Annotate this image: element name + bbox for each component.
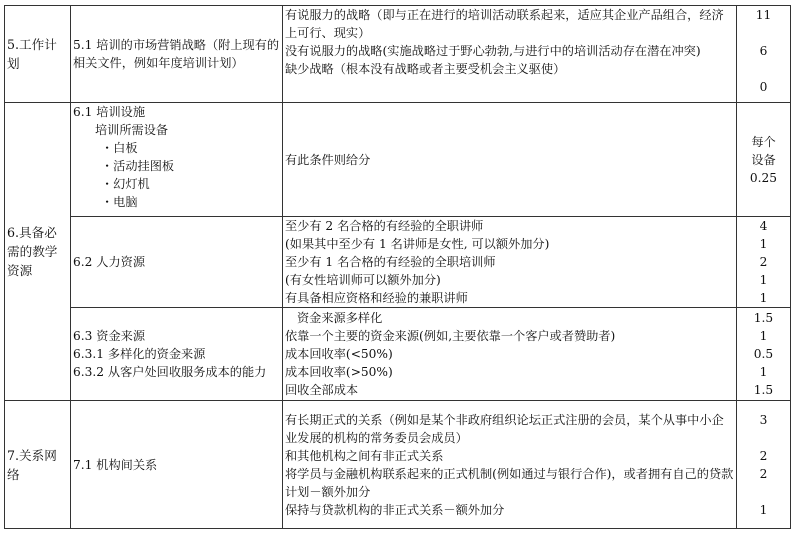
- score-value: 1: [759, 273, 768, 287]
- section-5-criteria: [283, 6, 737, 103]
- section-6-3-row: [5, 308, 791, 401]
- section-5-row: [5, 6, 791, 103]
- criterion-text: 有说服力的战略（即与正在进行的培训活动联系起来，适应其企业产品组合，经济上可行、现实）: [285, 8, 724, 40]
- criterion-text: 缺少战略（根本没有战略或者主要受机会主义驱使）: [285, 62, 566, 76]
- section-7-label: [5, 401, 71, 529]
- criterion-text: 有此条件则给分: [285, 152, 371, 167]
- section-7-label-text: 7.关系网络: [7, 447, 57, 482]
- section-6-label: [5, 103, 71, 401]
- criterion-text: 和其他机构之间有非正式关系: [285, 448, 444, 463]
- score-value: 2: [759, 448, 768, 463]
- criterion-text: 有具备相应资格和经验的兼职讲师: [285, 291, 468, 305]
- score-value: 6: [759, 44, 768, 58]
- section-5-label: [5, 6, 71, 103]
- criterion-text: 回收全部成本: [285, 383, 359, 397]
- section-7-row: [5, 401, 791, 529]
- equipment-item: ・活动挂图板: [101, 159, 175, 173]
- sub-5-1-text: 5.1 培训的市场营销战略（附上现有的相关文件，例如年度培训计划）: [73, 38, 280, 70]
- score-value: 1: [759, 502, 768, 517]
- sub-6-3-criteria: [283, 308, 737, 401]
- score-value: 4: [759, 219, 768, 233]
- score-value: 1: [759, 291, 768, 305]
- sub-6-2: [71, 217, 283, 308]
- sub-6-3: [71, 308, 283, 401]
- score-value: 0: [759, 80, 768, 94]
- criterion-text: 将学员与金融机构联系起来的正式机制(例如通过与银行合作)，或者拥有自己的贷款计划－额外加分: [285, 466, 734, 499]
- criterion-text: 成本回收率(>50%): [285, 365, 393, 379]
- criterion-text: 至少有 2 名合格的有经验的全职讲师: [285, 219, 484, 233]
- score-value: 2: [759, 255, 768, 269]
- sub-6-2-title: 6.2 人力资源: [73, 255, 146, 269]
- criterion-text: (有女性培训师可以额外加分): [285, 273, 441, 287]
- sub-6-3-title: 6.3 资金来源: [73, 329, 146, 343]
- criterion-text: 没有说服力的战略(实施战略过于野心勃勃,与进行中的培训活动存在潜在冲突): [285, 44, 701, 58]
- section-6-2-row: [5, 217, 791, 308]
- section-5-sub: [71, 6, 283, 103]
- score-value: 1.5: [753, 383, 774, 397]
- criterion-text: 至少有 1 名合格的有经验的全职培训师: [285, 255, 496, 269]
- sub-6-1-title: 6.1 培训设施: [73, 105, 146, 119]
- criterion-text: 有长期正式的关系（例如是某个非政府组织论坛正式注册的会员，某个从事中小企业发展的机构的常务委员会成员）: [285, 412, 724, 445]
- sub-6-2-criteria: [283, 217, 737, 308]
- sub-7-1-text: 7.1 机构间关系: [73, 457, 158, 472]
- section-6-label-text: 6.具备必需的教学资源: [7, 225, 58, 278]
- score-value: 1: [759, 365, 768, 379]
- criterion-text: 资金来源多样化: [297, 311, 383, 325]
- sub-6-1-score: [737, 103, 791, 217]
- score-value: 1.5: [753, 311, 774, 325]
- sub-6-1-criteria: [283, 103, 737, 217]
- criterion-text: (如果其中至少有 1 名讲师是女性, 可以额外加分): [285, 237, 550, 251]
- score-value: 1: [759, 329, 768, 343]
- sub-6-3-1: 6.3.1 多样化的资金来源: [73, 347, 206, 361]
- score-value: 0.5: [753, 347, 774, 361]
- sub-6-1-equipment: 培训所需设备: [95, 123, 169, 137]
- section-6-1-row: [5, 103, 791, 217]
- equipment-item: ・电脑: [101, 195, 138, 209]
- criterion-text: 成本回收率(<50%): [285, 347, 393, 361]
- score-value: 1: [759, 237, 768, 251]
- section-7-criteria: [283, 401, 737, 529]
- section-7-sub: [71, 401, 283, 529]
- sub-6-1: [71, 103, 283, 217]
- equipment-item: ・幻灯机: [101, 177, 150, 191]
- section-7-scores: [737, 401, 791, 529]
- criterion-text: 保持与贷款机构的非正式关系－额外加分: [285, 502, 505, 517]
- equipment-item: ・白板: [101, 141, 138, 155]
- section-5-label-text: 5.工作计划: [7, 37, 57, 71]
- section-5-scores: [737, 6, 791, 103]
- score-value: 每个设备0.25: [749, 134, 778, 185]
- sub-6-3-scores: [737, 308, 791, 401]
- score-value: 2: [759, 466, 768, 481]
- score-value: 11: [755, 8, 772, 22]
- criterion-text: 依靠一个主要的资金来源(例如,主要依靠一个客户或者赞助者): [285, 329, 616, 343]
- score-value: 3: [759, 412, 768, 427]
- sub-6-3-2: 6.3.2 从客户处回收服务成本的能力: [73, 365, 267, 379]
- sub-6-2-scores: [737, 217, 791, 308]
- evaluation-table: [4, 5, 791, 529]
